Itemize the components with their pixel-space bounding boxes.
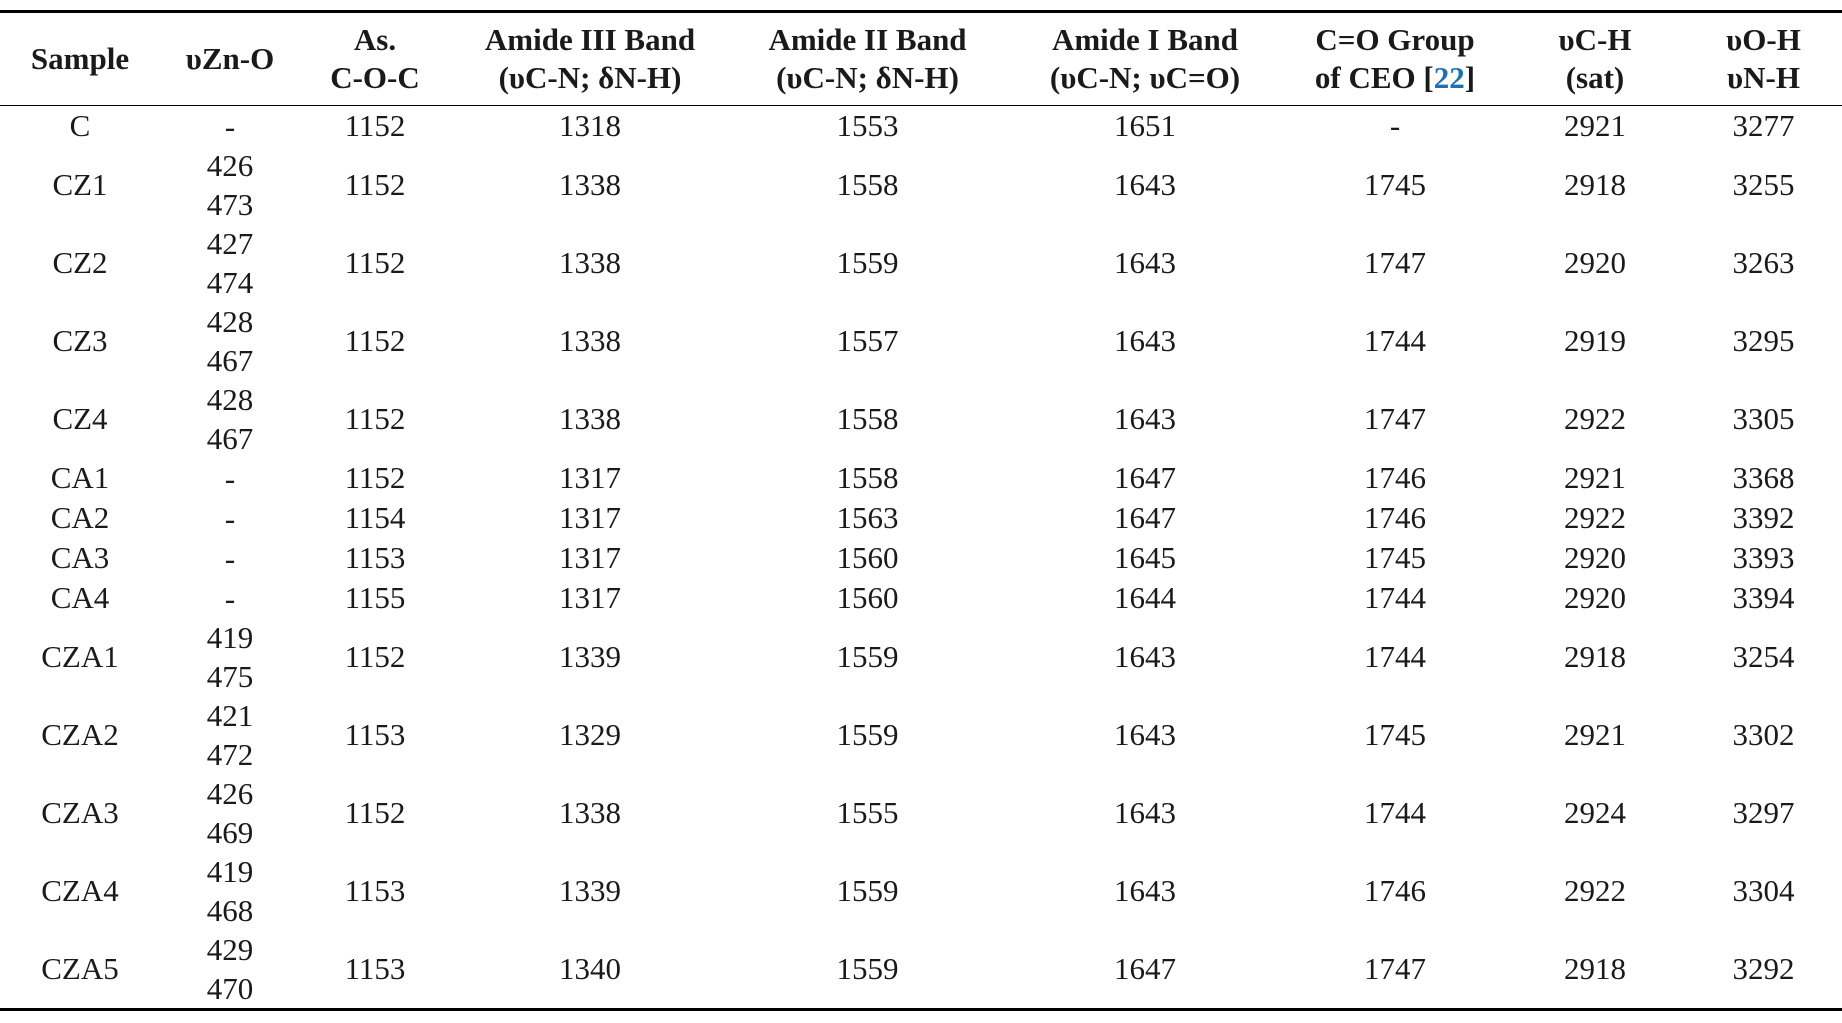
zno-value: 467 [206,421,254,456]
table-row [0,578,1842,618]
cell-amide-iii: 1329 [559,717,621,752]
zno-value: 421 [206,698,254,733]
zno-value: 472 [206,737,254,772]
cell-vzn-o [160,106,300,147]
cell-amide-ii: 1559 [836,639,899,674]
cell-amide-iii: 1338 [559,795,621,830]
cell-co-group: 1744 [1364,323,1426,358]
cell-vc-h: 2920 [1564,580,1626,615]
cell-vo-h: 3277 [1732,108,1795,143]
zno-value: 475 [206,659,254,694]
cell-vzn-o [160,774,300,852]
cell-vo-h: 3394 [1732,580,1795,615]
cell-vo-h: 3254 [1732,639,1795,674]
cell-vc-h: 2922 [1564,401,1626,436]
cell-vc-h: 2918 [1564,951,1626,986]
zno-value: 470 [206,971,254,1006]
cell-as-c-o-c: 1152 [344,639,406,674]
cell-amide-iii: 1317 [559,540,621,575]
cell-vo-h: 3392 [1732,500,1795,535]
table-row [0,930,1842,1010]
cell-amide-ii: 1558 [836,401,899,436]
cell-vzn-o [160,930,300,1010]
zno-value: 419 [206,620,254,655]
cell-sample: CZA4 [41,873,119,908]
cell-vc-h: 2922 [1564,500,1626,535]
header-amide-ii: Amide II Band (υC-N; δN-H) [768,22,967,95]
cell-vc-h: 2918 [1564,639,1626,674]
table-header [0,12,1842,106]
cell-as-c-o-c: 1152 [344,245,406,280]
cell-as-c-o-c: 1153 [344,951,406,986]
cell-amide-i: 1645 [1114,540,1176,575]
cell-amide-ii: 1560 [836,540,899,575]
table-row [0,696,1842,774]
cell-as-c-o-c: 1154 [344,500,406,535]
header-row [0,12,1842,106]
cell-amide-i: 1651 [1114,108,1176,143]
zno-value: 473 [206,187,254,222]
table-row [0,458,1842,498]
cell-vc-h: 2920 [1564,245,1626,280]
cell-vc-h: 2921 [1564,460,1626,495]
cell-amide-ii: 1559 [836,245,899,280]
cell-co-group: 1745 [1364,717,1426,752]
cell-as-c-o-c: 1153 [344,873,406,908]
cell-amide-iii: 1317 [559,580,621,615]
zno-value: 469 [206,815,254,850]
data-table-container [0,10,1842,1011]
cell-co-group: 1747 [1364,245,1426,280]
cell-vo-h: 3292 [1732,951,1795,986]
cell-vo-h: 3297 [1732,795,1795,830]
cell-as-c-o-c: 1153 [344,540,406,575]
cell-co-group: 1744 [1364,580,1426,615]
table-row [0,106,1842,147]
cell-co-group: 1746 [1364,873,1426,908]
zno-value: - [224,108,236,144]
zno-value: 427 [206,226,254,261]
cell-vzn-o [160,696,300,774]
table-row [0,380,1842,458]
cell-vc-h: 2924 [1564,795,1626,830]
zno-value: - [224,540,236,576]
cell-amide-i: 1644 [1114,580,1176,615]
cell-sample: CZ4 [52,401,108,436]
table-row [0,618,1842,696]
cell-vzn-o [160,852,300,930]
cell-vc-h: 2921 [1564,108,1626,143]
cell-sample: CZA3 [41,795,119,830]
table-row [0,146,1842,224]
zno-value: 429 [206,932,254,967]
cell-co-group: 1744 [1364,639,1426,674]
cell-sample: CA4 [50,580,110,615]
cell-amide-i: 1643 [1114,639,1176,674]
cell-vzn-o [160,302,300,380]
zno-value: 468 [206,893,254,928]
zno-value: - [224,460,236,496]
zno-value: 428 [206,382,254,417]
cell-vzn-o [160,224,300,302]
cell-amide-iii: 1317 [559,500,621,535]
cell-amide-i: 1643 [1114,401,1176,436]
cell-sample: CZA1 [41,639,119,674]
zno-value: - [224,580,236,616]
cell-as-c-o-c: 1152 [344,167,406,202]
ftir-band-table [0,10,1842,1011]
cell-vc-h: 2920 [1564,540,1626,575]
citation-link[interactable]: 22 [1433,60,1465,95]
cell-amide-ii: 1558 [836,460,899,495]
cell-sample: CZ3 [52,323,108,358]
cell-co-group: 1745 [1364,167,1426,202]
cell-amide-i: 1643 [1114,323,1176,358]
cell-vc-h: 2918 [1564,167,1626,202]
header-co-group: C=O Group of CEO [22] [1314,22,1476,95]
cell-amide-iii: 1339 [559,873,621,908]
cell-vzn-o [160,538,300,578]
cell-amide-ii: 1563 [836,500,899,535]
cell-amide-iii: 1339 [559,639,621,674]
table-row [0,498,1842,538]
cell-co-group: - [1389,108,1401,143]
cell-sample: CA1 [50,460,110,495]
table-row [0,224,1842,302]
cell-amide-ii: 1559 [836,873,899,908]
zno-value: 419 [206,854,254,889]
cell-sample: CZ1 [52,167,108,202]
cell-as-c-o-c: 1152 [344,401,406,436]
cell-amide-ii: 1559 [836,951,899,986]
zno-value: 474 [206,265,254,300]
cell-vc-h: 2922 [1564,873,1626,908]
cell-amide-iii: 1338 [559,167,621,202]
cell-vzn-o [160,458,300,498]
cell-sample: CZ2 [52,245,108,280]
header-vo-h: υO-H υN-H [1726,22,1801,95]
zno-value: - [224,500,236,536]
cell-as-c-o-c: 1153 [344,717,406,752]
cell-as-c-o-c: 1155 [344,580,406,615]
cell-amide-iii: 1338 [559,245,621,280]
cell-amide-ii: 1555 [836,795,899,830]
header-amide-iii: Amide III Band (υC-N; δN-H) [484,22,696,95]
cell-vo-h: 3305 [1732,401,1795,436]
table-row [0,302,1842,380]
table-row [0,852,1842,930]
cell-amide-i: 1643 [1114,795,1176,830]
cell-amide-iii: 1338 [559,401,621,436]
cell-vo-h: 3263 [1732,245,1795,280]
cell-amide-ii: 1557 [836,323,899,358]
cell-vo-h: 3304 [1732,873,1795,908]
cell-vc-h: 2919 [1564,323,1626,358]
header-vzn-o: υZn-O [185,41,275,76]
cell-co-group: 1746 [1364,460,1426,495]
cell-as-c-o-c: 1152 [344,795,406,830]
cell-as-c-o-c: 1152 [344,323,406,358]
table-row [0,774,1842,852]
zno-value: 426 [206,148,254,183]
cell-vo-h: 3255 [1732,167,1795,202]
cell-sample: CA2 [50,500,110,535]
header-sample: Sample [30,41,130,76]
cell-sample: CA3 [50,540,110,575]
header-as-c-o-c: As. C-O-C [330,22,420,95]
header-amide-i: Amide I Band (υC-N; υC=O) [1049,22,1241,95]
cell-vzn-o [160,498,300,538]
cell-co-group: 1747 [1364,401,1426,436]
cell-vo-h: 3393 [1732,540,1795,575]
cell-amide-iii: 1338 [559,323,621,358]
cell-vzn-o [160,380,300,458]
cell-amide-ii: 1558 [836,167,899,202]
cell-amide-i: 1643 [1114,717,1176,752]
header-vc-h: υC-H (sat) [1558,22,1632,95]
zno-value: 428 [206,304,254,339]
cell-vo-h: 3368 [1732,460,1795,495]
cell-amide-iii: 1318 [559,108,621,143]
table-body [0,106,1842,1010]
zno-value: 426 [206,776,254,811]
cell-amide-i: 1647 [1114,951,1176,986]
cell-vzn-o [160,146,300,224]
cell-sample: C [69,108,91,143]
cell-amide-ii: 1553 [836,108,899,143]
cell-vo-h: 3302 [1732,717,1795,752]
cell-amide-iii: 1317 [559,460,621,495]
cell-vzn-o [160,578,300,618]
cell-co-group: 1745 [1364,540,1426,575]
cell-vo-h: 3295 [1732,323,1795,358]
zno-value: 467 [206,343,254,378]
cell-amide-i: 1643 [1114,245,1176,280]
cell-co-group: 1744 [1364,795,1426,830]
cell-amide-ii: 1560 [836,580,899,615]
cell-sample: CZA5 [41,951,119,986]
cell-as-c-o-c: 1152 [344,108,406,143]
cell-vzn-o [160,618,300,696]
cell-amide-i: 1643 [1114,873,1176,908]
cell-amide-ii: 1559 [836,717,899,752]
cell-amide-i: 1647 [1114,500,1176,535]
cell-co-group: 1747 [1364,951,1426,986]
cell-amide-iii: 1340 [559,951,621,986]
cell-vc-h: 2921 [1564,717,1626,752]
cell-amide-i: 1647 [1114,460,1176,495]
cell-as-c-o-c: 1152 [344,460,406,495]
cell-sample: CZA2 [41,717,119,752]
cell-co-group: 1746 [1364,500,1426,535]
cell-amide-i: 1643 [1114,167,1176,202]
table-row [0,538,1842,578]
